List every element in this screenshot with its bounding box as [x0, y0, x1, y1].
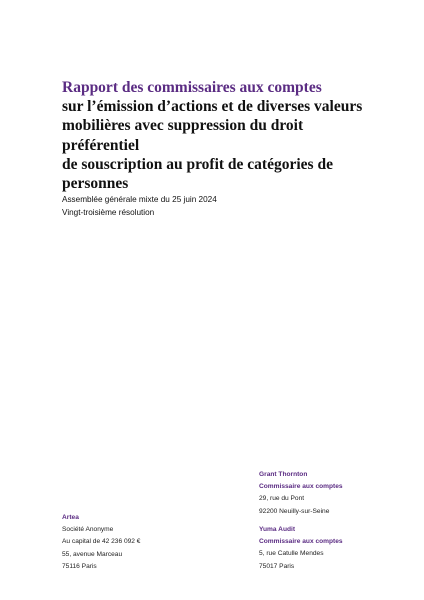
auditor-city: 92200 Neuilly-sur-Seine	[259, 507, 330, 515]
company-legal-form: Société Anonyme	[62, 526, 114, 534]
resolution-number: Vingt-troisième résolution	[62, 207, 155, 217]
company-street: 55, avenue Marceau	[62, 550, 123, 558]
report-title-heading: Rapport des commissaires aux comptes	[62, 79, 322, 96]
auditor-street: 29, rue du Pont	[259, 495, 305, 503]
report-title-line: de souscription au profit de catégories de	[62, 155, 333, 173]
meeting-date: Assemblée générale mixte du 25 juin 2024	[62, 195, 217, 204]
auditor-grant-thornton	[259, 469, 409, 518]
auditor-street: 5, rue Catulle Mendes	[259, 550, 324, 558]
auditor-role: Commissaire aux comptes	[259, 483, 343, 491]
report-title-line: mobilières avec suppression du droit préférentiel	[62, 117, 304, 154]
company-name: Artea	[62, 514, 79, 521]
auditor-name: Yuma Audit	[259, 526, 296, 533]
report-title-line: sur l’émission d’actions et de diverses valeurs	[62, 98, 363, 115]
auditor-name: Grant Thornton	[259, 471, 308, 478]
report-title	[62, 78, 382, 193]
meeting-info	[62, 194, 362, 219]
auditor-yuma-audit	[259, 524, 409, 573]
auditor-role: Commissaire aux comptes	[259, 538, 343, 546]
auditor-city: 75017 Paris	[259, 562, 295, 570]
company-info	[62, 512, 222, 573]
report-title-line: personnes	[62, 175, 129, 193]
company-capital: Au capital de 42 236 092 €	[62, 538, 141, 546]
company-city: 75116 Paris	[62, 562, 97, 570]
